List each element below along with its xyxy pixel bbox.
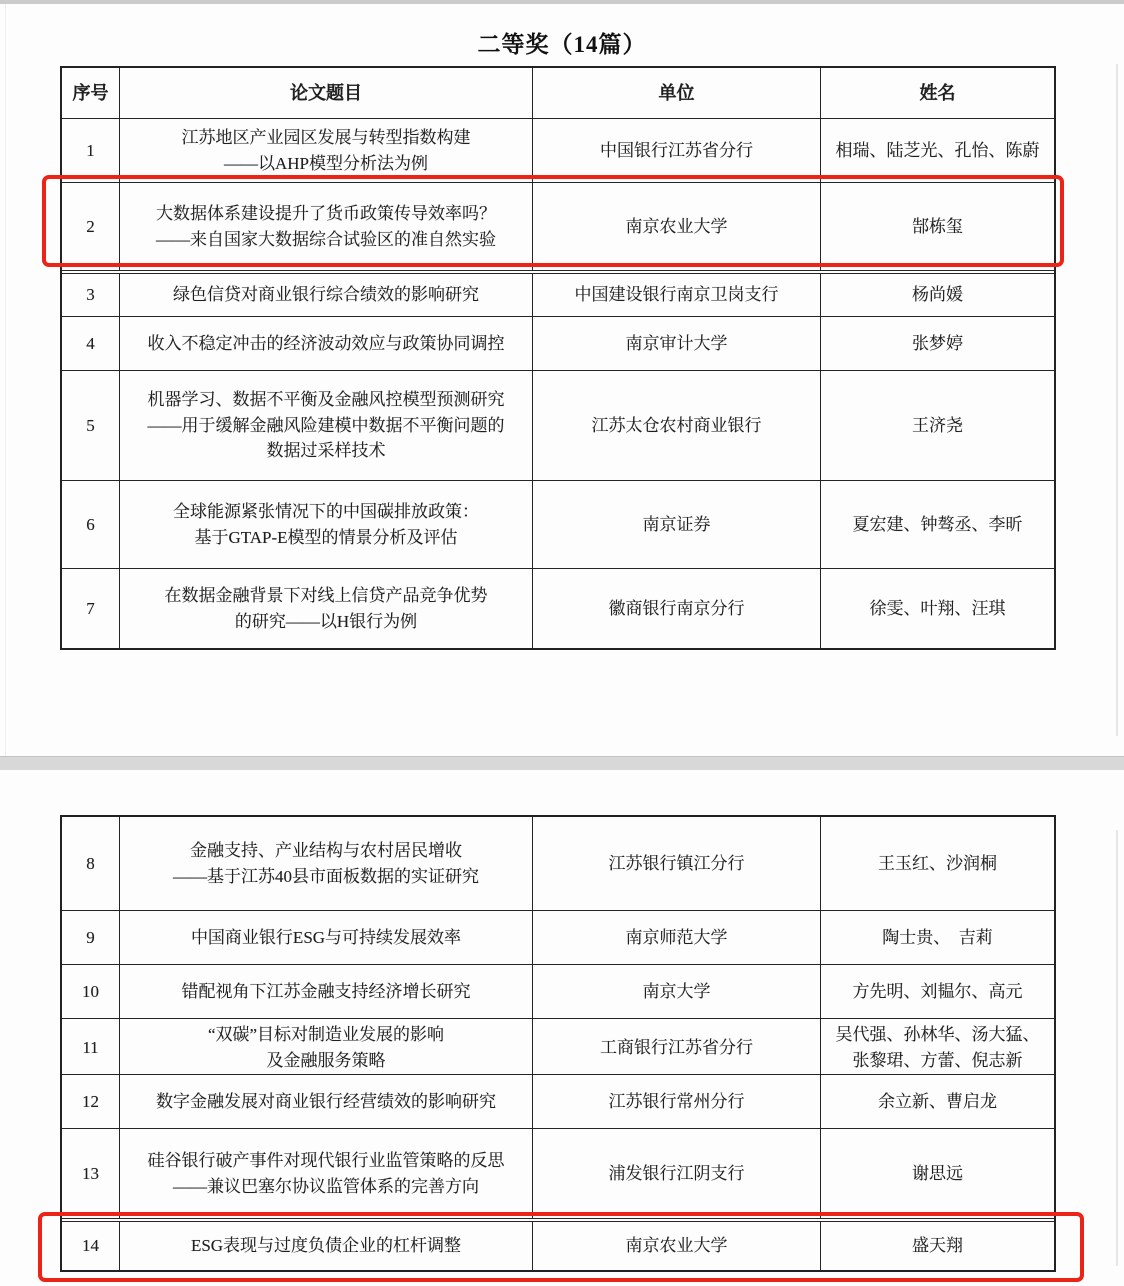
page-left-edge (5, 4, 6, 756)
organization: 江苏银行镇江分行 (532, 817, 820, 910)
paper-title: “双碳”目标对制造业发展的影响 及金融服务策略 (119, 1019, 532, 1076)
row-number: 5 (86, 415, 95, 435)
paper-title: 硅谷银行破产事件对现代银行业监管策略的反思 ——兼议巴塞尔协议监管体系的完善方向 (119, 1129, 532, 1218)
paper-title: 收入不稳定冲击的经济波动效应与政策协同调控 (119, 317, 532, 370)
awards-table-part1 (60, 66, 1056, 650)
table-row (62, 118, 1054, 182)
organization: 南京审计大学 (532, 317, 820, 370)
page-right-edge (1116, 830, 1118, 1266)
authors: 夏宏建、钟骜丞、李昕 (820, 481, 1054, 568)
awards-table-part2 (60, 815, 1056, 1272)
authors: 余立新、曹启龙 (820, 1075, 1054, 1128)
organization: 南京大学 (532, 965, 820, 1018)
organization: 南京师范大学 (532, 911, 820, 964)
table-row (62, 964, 1054, 1018)
table-row-highlighted (62, 182, 1054, 270)
page-right-edge (1116, 64, 1118, 736)
header-organization: 单位 (532, 68, 820, 118)
organization: 江苏太仓农村商业银行 (532, 371, 820, 480)
authors: 吴代强、孙林华、汤大猛、 张黎珺、方蕾、倪志新 (820, 1019, 1054, 1076)
table-row (62, 370, 1054, 480)
header-paper-title: 论文题目 (119, 68, 532, 118)
header-names: 姓名 (820, 68, 1054, 118)
table-row (62, 316, 1054, 370)
row-number: 12 (82, 1091, 99, 1111)
row-number: 14 (82, 1236, 99, 1256)
paper-title: 大数据体系建设提升了货币政策传导效率吗？ ——来自国家大数据综合试验区的准自然实验 (119, 183, 532, 270)
row-number: 9 (86, 927, 95, 947)
authors: 郜栋玺 (820, 183, 1054, 270)
organization: 南京农业大学 (532, 1222, 820, 1270)
table-header-row (62, 68, 1054, 118)
row-number: 11 (82, 1037, 99, 1057)
authors: 杨尚媛 (820, 274, 1054, 316)
page-break-gap (0, 756, 1124, 771)
authors: 王济尧 (820, 371, 1054, 480)
paper-title: 错配视角下江苏金融支持经济增长研究 (119, 965, 532, 1018)
authors: 相瑞、陆芝光、孔怡、陈蔚 (820, 119, 1054, 182)
paper-title: 江苏地区产业园区发展与转型指数构建 ——以AHP模型分析法为例 (119, 119, 532, 182)
paper-title: 数字金融发展对商业银行经营绩效的影响研究 (119, 1075, 532, 1128)
authors: 谢思远 (820, 1129, 1054, 1218)
organization: 江苏银行常州分行 (532, 1075, 820, 1128)
row-number: 10 (82, 981, 99, 1001)
organization: 中国建设银行南京卫岗支行 (532, 274, 820, 316)
paper-title: 在数据金融背景下对线上信贷产品竞争优势 的研究——以H银行为例 (119, 569, 532, 648)
row-number: 13 (82, 1163, 99, 1183)
organization: 南京证券 (532, 481, 820, 568)
table-row (62, 1074, 1054, 1128)
row-number: 3 (86, 285, 95, 305)
row-number: 7 (86, 598, 95, 618)
row-number: 8 (86, 853, 95, 873)
table-row (62, 270, 1054, 316)
row-number: 2 (86, 216, 95, 236)
organization: 中国银行江苏省分行 (532, 119, 820, 182)
table-row (62, 1128, 1054, 1218)
row-number: 6 (86, 514, 95, 534)
organization: 工商银行江苏省分行 (532, 1019, 820, 1076)
row-number: 4 (86, 333, 95, 353)
table-row-highlighted (62, 1218, 1054, 1270)
authors: 盛天翔 (820, 1222, 1054, 1270)
table-row (62, 817, 1054, 910)
organization: 南京农业大学 (532, 183, 820, 270)
paper-title: ESG表现与过度负债企业的杠杆调整 (119, 1222, 532, 1270)
paper-title: 全球能源紧张情况下的中国碳排放政策： 基于GTAP-E模型的情景分析及评估 (119, 481, 532, 568)
table-row (62, 910, 1054, 964)
paper-title: 绿色信贷对商业银行综合绩效的影响研究 (119, 274, 532, 316)
header-no: 序号 (72, 82, 109, 103)
authors: 张梦婷 (820, 317, 1054, 370)
paper-title: 中国商业银行ESG与可持续发展效率 (119, 911, 532, 964)
row-number: 1 (86, 140, 95, 160)
table-row (62, 480, 1054, 568)
authors: 王玉红、沙润桐 (820, 817, 1054, 910)
organization: 浦发银行江阴支行 (532, 1129, 820, 1218)
authors: 徐雯、叶翔、汪琪 (820, 569, 1054, 648)
paper-title: 机器学习、数据不平衡及金融风控模型预测研究 ——用于缓解金融风险建模中数据不平衡问题的 数据过采样技术 (119, 371, 532, 480)
authors: 陶士贵、 吉莉 (820, 911, 1054, 964)
section-title: 二等奖（14篇） (477, 32, 647, 57)
organization: 徽商银行南京分行 (532, 569, 820, 648)
authors: 方先明、刘韫尔、高元 (820, 965, 1054, 1018)
table-row (62, 1018, 1054, 1074)
table-row (62, 568, 1054, 648)
paper-title: 金融支持、产业结构与农村居民增收 ——基于江苏40县市面板数据的实证研究 (119, 817, 532, 910)
